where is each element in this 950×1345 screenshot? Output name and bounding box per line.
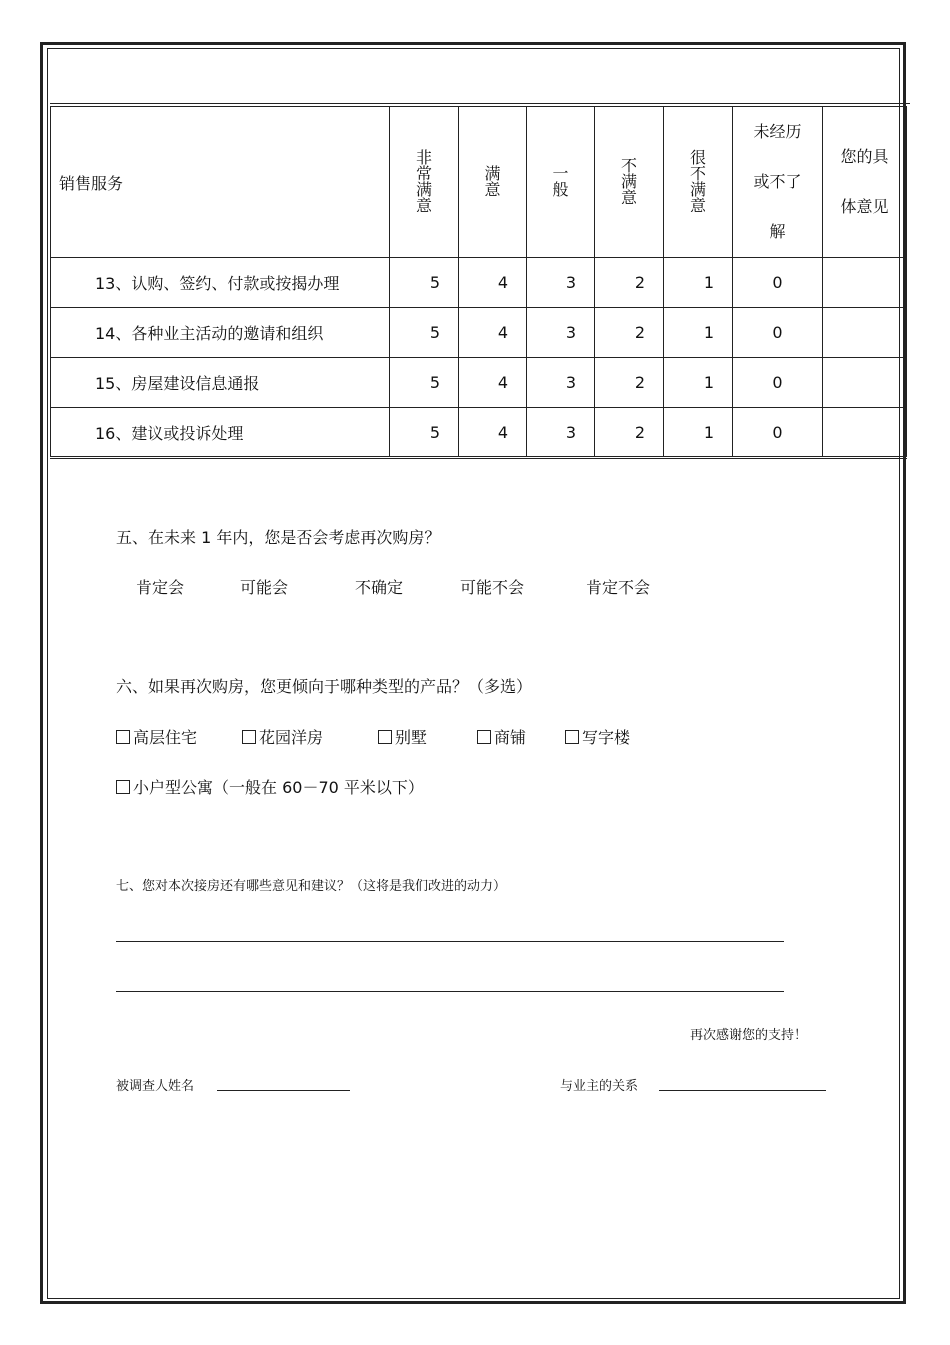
item-label: 15、房屋建设信息通报 bbox=[51, 358, 390, 408]
score-3[interactable]: 3 bbox=[527, 308, 595, 358]
score-4[interactable]: 4 bbox=[459, 258, 527, 308]
score-2[interactable]: 2 bbox=[595, 258, 664, 308]
q5-option-definitely-not[interactable]: 肯定不会 bbox=[586, 578, 651, 597]
q6-option-villa[interactable]: 别墅 bbox=[378, 725, 427, 748]
score-0[interactable]: 0 bbox=[733, 408, 823, 458]
score-3[interactable]: 3 bbox=[527, 258, 595, 308]
checkbox-icon[interactable] bbox=[477, 730, 491, 744]
table-row bbox=[51, 308, 907, 358]
comment-cell[interactable] bbox=[823, 408, 907, 458]
score-4[interactable]: 4 bbox=[459, 358, 527, 408]
score-1[interactable]: 1 bbox=[664, 408, 733, 458]
checkbox-icon[interactable] bbox=[116, 730, 130, 744]
section-label: 销售服务 bbox=[51, 107, 390, 258]
table-top-rule bbox=[50, 103, 910, 104]
checkbox-icon[interactable] bbox=[116, 780, 130, 794]
header-satisfied: 满 意 bbox=[459, 107, 527, 258]
comment-cell[interactable] bbox=[823, 358, 907, 408]
q5-option-maybe-not[interactable]: 可能不会 bbox=[460, 578, 525, 597]
relation-label: 与业主的关系 bbox=[560, 1079, 639, 1094]
checkbox-icon[interactable] bbox=[378, 730, 392, 744]
header-not-experienced: 未经历 或不了 解 bbox=[733, 107, 823, 258]
score-5[interactable]: 5 bbox=[390, 258, 459, 308]
table-row bbox=[51, 258, 907, 308]
satisfaction-table bbox=[50, 106, 907, 459]
question-7: 七、您对本次接房还有哪些意见和建议？（这将是我们改进的动力） bbox=[116, 879, 507, 894]
score-4[interactable]: 4 bbox=[459, 408, 527, 458]
header-comments: 您的具 体意见 bbox=[823, 107, 907, 258]
item-label: 14、各种业主活动的邀请和组织 bbox=[51, 308, 390, 358]
score-3[interactable]: 3 bbox=[527, 408, 595, 458]
q6-option-shop[interactable]: 商铺 bbox=[477, 725, 526, 748]
q5-option-definitely[interactable]: 肯定会 bbox=[136, 578, 185, 597]
score-3[interactable]: 3 bbox=[527, 358, 595, 408]
score-2[interactable]: 2 bbox=[595, 308, 664, 358]
thanks-note: 再次感谢您的支持！ bbox=[690, 1028, 808, 1043]
checkbox-icon[interactable] bbox=[565, 730, 579, 744]
header-neutral: 一 般 bbox=[527, 107, 595, 258]
table-header-row bbox=[51, 107, 907, 258]
comment-cell[interactable] bbox=[823, 308, 907, 358]
q6-option-small-apartment[interactable]: 小户型公寓（一般在 60－70 平米以下） bbox=[116, 775, 424, 798]
q5-option-maybe[interactable]: 可能会 bbox=[240, 578, 289, 597]
q6-option-highrise[interactable]: 高层住宅 bbox=[116, 725, 197, 748]
score-2[interactable]: 2 bbox=[595, 408, 664, 458]
score-5[interactable]: 5 bbox=[390, 308, 459, 358]
answer-line-2[interactable] bbox=[116, 991, 784, 992]
score-0[interactable]: 0 bbox=[733, 358, 823, 408]
score-1[interactable]: 1 bbox=[664, 358, 733, 408]
header-very-unsatisfied: 很 不 满 意 bbox=[664, 107, 733, 258]
score-5[interactable]: 5 bbox=[390, 408, 459, 458]
score-4[interactable]: 4 bbox=[459, 308, 527, 358]
respondent-name-field[interactable] bbox=[217, 1090, 350, 1091]
q6-option-office[interactable]: 写字楼 bbox=[565, 725, 630, 748]
item-label: 13、认购、签约、付款或按揭办理 bbox=[51, 258, 390, 308]
question-5: 五、在未来 1 年内，您是否会考虑再次购房？ bbox=[116, 528, 441, 547]
score-0[interactable]: 0 bbox=[733, 308, 823, 358]
checkbox-icon[interactable] bbox=[242, 730, 256, 744]
header-unsatisfied: 不 满 意 bbox=[595, 107, 664, 258]
score-5[interactable]: 5 bbox=[390, 358, 459, 408]
score-1[interactable]: 1 bbox=[664, 308, 733, 358]
respondent-name-label: 被调查人姓名 bbox=[116, 1079, 195, 1094]
score-0[interactable]: 0 bbox=[733, 258, 823, 308]
table-row bbox=[51, 358, 907, 408]
score-1[interactable]: 1 bbox=[664, 258, 733, 308]
question-6: 六、如果再次购房，您更倾向于哪种类型的产品？（多选） bbox=[116, 677, 533, 696]
score-2[interactable]: 2 bbox=[595, 358, 664, 408]
answer-line-1[interactable] bbox=[116, 941, 784, 942]
header-very-satisfied: 非 常 满 意 bbox=[390, 107, 459, 258]
q5-option-unsure[interactable]: 不确定 bbox=[355, 578, 404, 597]
item-label: 16、建议或投诉处理 bbox=[51, 408, 390, 458]
q6-option-garden-house[interactable]: 花园洋房 bbox=[242, 725, 323, 748]
table-row bbox=[51, 408, 907, 458]
comment-cell[interactable] bbox=[823, 258, 907, 308]
relation-field[interactable] bbox=[659, 1090, 826, 1091]
